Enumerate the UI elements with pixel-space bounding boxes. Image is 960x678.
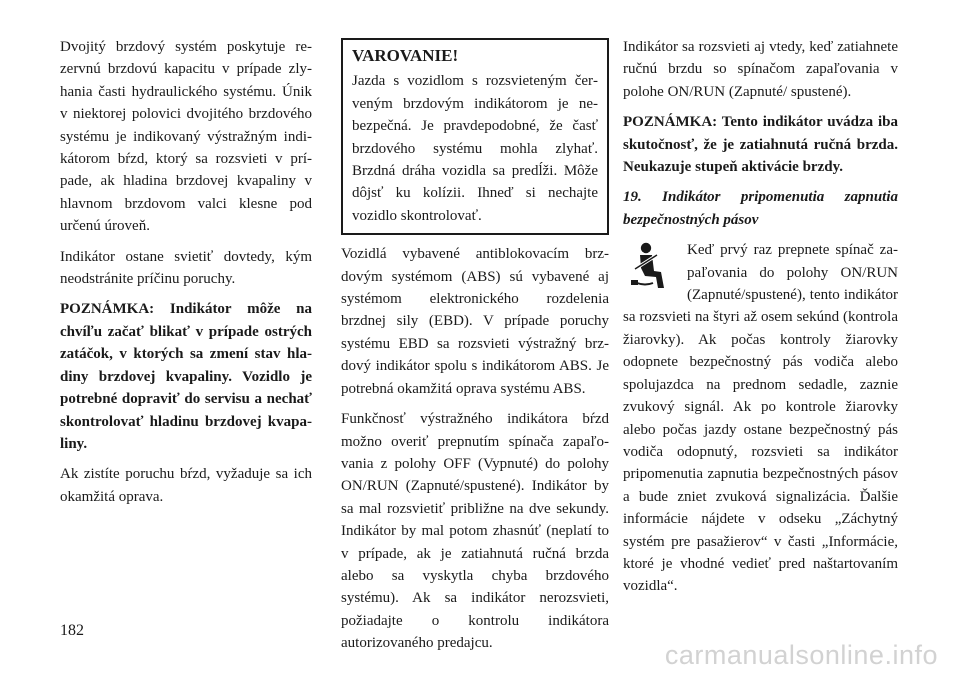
seatbelt-text: Keď prvý raz prepnete spínač zapaľovania do polohy ON/RUN (Zapnuté/spustené), tento indikátor sa rozsvieti na štyri až osem sekúnd (kontrola žiarovky). Ak počas kontroly žiarovky odopnete bezpečnostný pás vodiča alebo spolujazdca na prednom sedadle, zaznie zvukový signál. Ak po kontrole žiarovky alebo počas jazdy ostane bezpečnostný pás vodiča odopnutý, rozsvieti sa indikátor pripomenutia zapnutia bezpečnostných pásov a bude zniet zvuková signalizácia. Ďalšie informácie nájdete v odseku „Záchytný systém pre pasažierov“ v časti „Informácie, ktoré je vhodné vedieť pred naštartovaním vozidla“. <box>623 242 898 595</box>
column-left <box>60 36 312 516</box>
paragraph-seatbelt <box>623 239 898 598</box>
paragraph-dual-brake: Dvojitý brzdový systém poskytuje rezervnú brzdovú kapacitu v prípade zlyhania časti hydraulického systému. Únik v niektorej polovici dvojitého brzdového systému je indikovaný výstražným indikátorom bŕzd, ktorý sa rozsvieti v prípade, ak hladina brzdovej kvapaliny v hlavnom brzdovom valci klesne pod určenú úroveň. <box>60 39 312 235</box>
seatbelt-reminder-icon <box>623 241 673 291</box>
watermark: carmanualsonline.info <box>664 640 938 670</box>
column-middle <box>341 38 609 663</box>
paragraph-repair: Ak zistíte poruchu bŕzd, vyžaduje sa ich okamžitá oprava. <box>60 466 312 505</box>
paragraph-indicator-check: Funkčnosť výstražného indikátora bŕzd možno overiť prepnutím spínača zapaľovania z polohy OFF (Vypnuté) do polohy ON/RUN (Zapnuté/spustené). Indikátor by sa mal rozsvietiť približne na dve sekundy. Indikátor by mal potom zhasnúť (neplatí to v prípade, ak je zatiahnutá ručná brzda alebo sa vyskytla chyba brzdového systému). Ak sa indikátor nerozsvieti, požiadajte o kontrolu indikátora autorizovaného predajcu. <box>341 411 609 652</box>
warning-text: Jazda s vozidlom s rozsvieteným červeným brzdovým indikátorom je nebezpečná. Je pravdepodobné, že časť brzdového systému mohla zlyhať. Brzdná dráha vozidla sa predĺži. Môže dôjsť ku kolízii. Ihneď si nechajte vozidlo skontrolovať. <box>352 73 598 224</box>
section-subheading: 19. Indikátor pripomenutia zapnutia bezpečnostných pásov <box>623 189 898 228</box>
warning-title: VAROVANIE! <box>352 46 459 65</box>
page-number: 182 <box>60 622 84 639</box>
paragraph-parking-brake: Indikátor sa rozsvieti aj vtedy, keď zatiahnete ručnú brzdu so spínačom zapaľovania v polohe ON/RUN (Zapnuté/ spustené). <box>623 39 898 100</box>
paragraph-indicator-stays-on: Indikátor ostane svietiť dovtedy, kým neodstránite príčinu poruchy. <box>60 248 312 288</box>
note-blinking: POZNÁMKA: Indikátor môže na chvíľu začať blikať v prípade ostrých zatáčok, v ktorých sa zmení stav hladiny brzdovej kvapaliny. Vozidlo je potrebné dopraviť do servisu a nechať skontrolovať hladinu brzdovej kvapaliny. <box>60 301 312 452</box>
paragraph-abs-ebd: Vozidlá vybavené antiblokovacím brzdovým systémom (ABS) sú vybavené aj systémom elektronického rozdelenia brzdnej sily (EBD). V prípade poruchy systému EBD sa rozsvieti výstražný brzdový indikátor spolu s indikátorom ABS. Je potrebná okamžitá oprava systému ABS. <box>341 246 609 397</box>
warning-box <box>341 38 609 235</box>
column-right <box>623 36 898 606</box>
note-parking-brake: POZNÁMKA: Tento indikátor uvádza iba skutočnosť, že je zatiahnutá ručná brzda. Neukazuje stupeň aktivácie brzdy. <box>623 114 898 176</box>
